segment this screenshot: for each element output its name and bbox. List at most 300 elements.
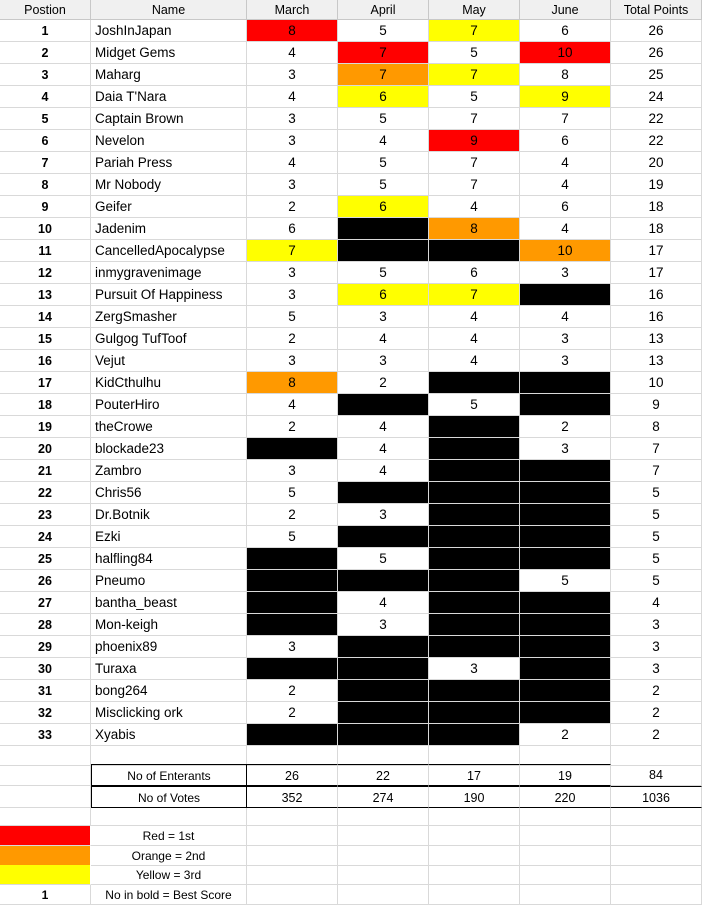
total-points-cell[interactable]: 3: [611, 614, 702, 636]
header-april[interactable]: April: [338, 0, 429, 20]
empty-cell[interactable]: [91, 808, 247, 826]
score-cell-march[interactable]: [247, 438, 338, 460]
score-cell-march[interactable]: [247, 548, 338, 570]
player-name-cell[interactable]: Midget Gems: [91, 42, 247, 64]
score-cell-march[interactable]: 4: [247, 86, 338, 108]
score-cell-may[interactable]: 5: [429, 394, 520, 416]
score-cell-april[interactable]: 3: [338, 350, 429, 372]
score-cell-april[interactable]: [338, 658, 429, 680]
empty-cell[interactable]: [429, 865, 520, 885]
score-cell-may[interactable]: 4: [429, 306, 520, 328]
score-cell-june[interactable]: 3: [520, 262, 611, 284]
empty-cell[interactable]: [429, 826, 520, 846]
score-cell-april[interactable]: 3: [338, 504, 429, 526]
position-cell[interactable]: 11: [0, 240, 91, 262]
score-cell-april[interactable]: 3: [338, 614, 429, 636]
summary-value[interactable]: 19: [520, 764, 611, 786]
total-points-cell[interactable]: 16: [611, 284, 702, 306]
score-cell-june[interactable]: [520, 526, 611, 548]
score-cell-april[interactable]: 5: [338, 152, 429, 174]
score-cell-may[interactable]: 5: [429, 86, 520, 108]
total-points-cell[interactable]: 8: [611, 416, 702, 438]
legend-bold-marker[interactable]: 1: [0, 885, 91, 905]
total-points-cell[interactable]: 18: [611, 196, 702, 218]
summary-value[interactable]: 26: [247, 764, 338, 786]
empty-cell[interactable]: [520, 744, 611, 766]
player-name-cell[interactable]: halfling84: [91, 548, 247, 570]
total-points-cell[interactable]: 9: [611, 394, 702, 416]
total-points-cell[interactable]: 5: [611, 504, 702, 526]
score-cell-march[interactable]: [247, 658, 338, 680]
player-name-cell[interactable]: Daia T'Nara: [91, 86, 247, 108]
score-cell-june[interactable]: 6: [520, 130, 611, 152]
score-cell-april[interactable]: 7: [338, 42, 429, 64]
summary-total[interactable]: 84: [611, 764, 702, 786]
score-cell-april[interactable]: 6: [338, 196, 429, 218]
player-name-cell[interactable]: Chris56: [91, 482, 247, 504]
score-cell-april[interactable]: [338, 702, 429, 724]
score-cell-april[interactable]: [338, 724, 429, 746]
player-name-cell[interactable]: bantha_beast: [91, 592, 247, 614]
empty-cell[interactable]: [611, 826, 702, 846]
empty-cell[interactable]: [247, 826, 338, 846]
player-name-cell[interactable]: bong264: [91, 680, 247, 702]
score-cell-march[interactable]: 4: [247, 42, 338, 64]
player-name-cell[interactable]: Jadenim: [91, 218, 247, 240]
score-cell-june[interactable]: [520, 504, 611, 526]
score-cell-march[interactable]: 8: [247, 20, 338, 42]
empty-cell[interactable]: [520, 808, 611, 826]
score-cell-june[interactable]: [520, 372, 611, 394]
empty-cell[interactable]: [0, 786, 91, 808]
total-points-cell[interactable]: 13: [611, 328, 702, 350]
score-cell-march[interactable]: 4: [247, 152, 338, 174]
table-row: [0, 504, 702, 526]
player-name-cell[interactable]: Misclicking ork: [91, 702, 247, 724]
score-cell-june[interactable]: [520, 482, 611, 504]
empty-cell[interactable]: [338, 826, 429, 846]
position-cell[interactable]: 24: [0, 526, 91, 548]
header-name[interactable]: Name: [91, 0, 247, 20]
total-points-cell[interactable]: 4: [611, 592, 702, 614]
position-cell[interactable]: 16: [0, 350, 91, 372]
score-cell-april[interactable]: [338, 680, 429, 702]
empty-cell[interactable]: [0, 808, 91, 826]
total-points-cell[interactable]: 26: [611, 42, 702, 64]
empty-cell[interactable]: [611, 808, 702, 826]
position-cell[interactable]: 31: [0, 680, 91, 702]
score-cell-june[interactable]: 3: [520, 328, 611, 350]
score-cell-may[interactable]: 9: [429, 130, 520, 152]
empty-cell[interactable]: [338, 865, 429, 885]
score-cell-may[interactable]: 3: [429, 658, 520, 680]
score-cell-april[interactable]: 5: [338, 548, 429, 570]
score-cell-april[interactable]: 4: [338, 460, 429, 482]
position-cell[interactable]: 18: [0, 394, 91, 416]
score-cell-june[interactable]: 7: [520, 108, 611, 130]
empty-cell[interactable]: [338, 885, 429, 905]
score-cell-march[interactable]: 2: [247, 416, 338, 438]
summary-value[interactable]: 220: [520, 786, 611, 808]
score-cell-june[interactable]: 4: [520, 218, 611, 240]
position-cell[interactable]: 14: [0, 306, 91, 328]
score-cell-may[interactable]: 4: [429, 328, 520, 350]
empty-cell[interactable]: [520, 885, 611, 905]
score-cell-june[interactable]: 6: [520, 196, 611, 218]
total-points-cell[interactable]: 19: [611, 174, 702, 196]
score-cell-april[interactable]: [338, 218, 429, 240]
player-name-cell[interactable]: Gulgog TufToof: [91, 328, 247, 350]
total-points-cell[interactable]: 22: [611, 130, 702, 152]
player-name-cell[interactable]: Maharg: [91, 64, 247, 86]
empty-cell[interactable]: [91, 744, 247, 766]
score-cell-june[interactable]: [520, 658, 611, 680]
player-name-cell[interactable]: Turaxa: [91, 658, 247, 680]
total-points-cell[interactable]: 26: [611, 20, 702, 42]
total-points-cell[interactable]: 3: [611, 636, 702, 658]
legend-label[interactable]: Orange = 2nd: [91, 846, 247, 866]
total-points-cell[interactable]: 17: [611, 262, 702, 284]
player-name-cell[interactable]: Vejut: [91, 350, 247, 372]
score-cell-april[interactable]: [338, 570, 429, 592]
empty-cell[interactable]: [611, 885, 702, 905]
score-cell-march[interactable]: 6: [247, 218, 338, 240]
position-cell[interactable]: 2: [0, 42, 91, 64]
total-points-cell[interactable]: 7: [611, 460, 702, 482]
empty-cell[interactable]: [520, 865, 611, 885]
legend-swatch[interactable]: [0, 826, 91, 846]
score-cell-march[interactable]: 5: [247, 306, 338, 328]
empty-cell[interactable]: [611, 744, 702, 766]
position-cell[interactable]: 23: [0, 504, 91, 526]
score-cell-may[interactable]: [429, 548, 520, 570]
score-cell-june[interactable]: [520, 548, 611, 570]
player-name-cell[interactable]: JoshInJapan: [91, 20, 247, 42]
player-name-cell[interactable]: Xyabis: [91, 724, 247, 746]
empty-cell[interactable]: [429, 885, 520, 905]
empty-cell[interactable]: [338, 808, 429, 826]
legend-label[interactable]: Yellow = 3rd: [91, 865, 247, 885]
empty-cell[interactable]: [429, 744, 520, 766]
player-name-cell[interactable]: phoenix89: [91, 636, 247, 658]
score-cell-may[interactable]: 8: [429, 218, 520, 240]
score-cell-march[interactable]: [247, 592, 338, 614]
player-name-cell[interactable]: Ezki: [91, 526, 247, 548]
score-cell-june[interactable]: [520, 636, 611, 658]
total-points-cell[interactable]: 20: [611, 152, 702, 174]
score-cell-june[interactable]: 5: [520, 570, 611, 592]
player-name-cell[interactable]: theCrowe: [91, 416, 247, 438]
empty-cell[interactable]: [611, 846, 702, 866]
score-cell-may[interactable]: 7: [429, 64, 520, 86]
empty-cell[interactable]: [338, 744, 429, 766]
position-cell[interactable]: 26: [0, 570, 91, 592]
empty-cell[interactable]: [429, 846, 520, 866]
score-cell-april[interactable]: [338, 526, 429, 548]
score-cell-march[interactable]: [247, 614, 338, 636]
score-cell-may[interactable]: 7: [429, 152, 520, 174]
score-cell-june[interactable]: 9: [520, 86, 611, 108]
score-cell-march[interactable]: 3: [247, 636, 338, 658]
score-cell-june[interactable]: [520, 702, 611, 724]
empty-cell[interactable]: [338, 846, 429, 866]
header-june[interactable]: June: [520, 0, 611, 20]
empty-cell[interactable]: [247, 808, 338, 826]
score-cell-may[interactable]: 7: [429, 174, 520, 196]
header-total[interactable]: Total Points: [611, 0, 702, 20]
score-cell-march[interactable]: 5: [247, 482, 338, 504]
score-cell-june[interactable]: [520, 614, 611, 636]
score-cell-june[interactable]: [520, 460, 611, 482]
summary-value[interactable]: 22: [338, 764, 429, 786]
position-cell[interactable]: 28: [0, 614, 91, 636]
player-name-cell[interactable]: Captain Brown: [91, 108, 247, 130]
legend-row: [0, 826, 702, 846]
total-points-cell[interactable]: 2: [611, 702, 702, 724]
position-cell[interactable]: 29: [0, 636, 91, 658]
score-cell-april[interactable]: 7: [338, 64, 429, 86]
player-name-cell[interactable]: Geifer: [91, 196, 247, 218]
score-cell-march[interactable]: 5: [247, 526, 338, 548]
header-position[interactable]: Postion: [0, 0, 91, 20]
legend-swatch[interactable]: [0, 865, 91, 885]
player-name-cell[interactable]: Mr Nobody: [91, 174, 247, 196]
score-cell-april[interactable]: 4: [338, 130, 429, 152]
total-points-cell[interactable]: 17: [611, 240, 702, 262]
score-cell-june[interactable]: 2: [520, 724, 611, 746]
position-cell[interactable]: 8: [0, 174, 91, 196]
score-cell-april[interactable]: 5: [338, 108, 429, 130]
header-row: [0, 0, 702, 20]
empty-cell[interactable]: [247, 846, 338, 866]
summary-label[interactable]: No of Votes: [91, 786, 247, 808]
score-cell-april[interactable]: [338, 482, 429, 504]
score-cell-may[interactable]: [429, 504, 520, 526]
header-march[interactable]: March: [247, 0, 338, 20]
score-cell-may[interactable]: [429, 438, 520, 460]
player-name-cell[interactable]: Dr.Botnik: [91, 504, 247, 526]
player-name-cell[interactable]: PouterHiro: [91, 394, 247, 416]
score-cell-march[interactable]: 2: [247, 680, 338, 702]
empty-cell[interactable]: [611, 865, 702, 885]
score-cell-june[interactable]: 6: [520, 20, 611, 42]
score-cell-may[interactable]: [429, 724, 520, 746]
score-cell-april[interactable]: 4: [338, 416, 429, 438]
score-cell-march[interactable]: [247, 724, 338, 746]
total-points-cell[interactable]: 2: [611, 680, 702, 702]
score-cell-april[interactable]: 5: [338, 20, 429, 42]
position-cell[interactable]: 4: [0, 86, 91, 108]
score-cell-june[interactable]: 4: [520, 152, 611, 174]
total-points-cell[interactable]: 16: [611, 306, 702, 328]
score-cell-april[interactable]: 6: [338, 86, 429, 108]
total-points-cell[interactable]: 10: [611, 372, 702, 394]
position-cell[interactable]: 22: [0, 482, 91, 504]
score-cell-march[interactable]: 3: [247, 284, 338, 306]
score-cell-may[interactable]: [429, 526, 520, 548]
total-points-cell[interactable]: 13: [611, 350, 702, 372]
score-cell-may[interactable]: [429, 614, 520, 636]
score-cell-may[interactable]: 4: [429, 196, 520, 218]
score-cell-june[interactable]: [520, 284, 611, 306]
position-cell[interactable]: 5: [0, 108, 91, 130]
score-cell-may[interactable]: [429, 592, 520, 614]
position-cell[interactable]: 9: [0, 196, 91, 218]
position-cell[interactable]: 1: [0, 20, 91, 42]
score-cell-april[interactable]: 4: [338, 328, 429, 350]
position-cell[interactable]: 21: [0, 460, 91, 482]
total-points-cell[interactable]: 2: [611, 724, 702, 746]
total-points-cell[interactable]: 22: [611, 108, 702, 130]
score-cell-april[interactable]: [338, 636, 429, 658]
position-cell[interactable]: 25: [0, 548, 91, 570]
empty-cell[interactable]: [0, 744, 91, 766]
score-cell-march[interactable]: [247, 570, 338, 592]
player-name-cell[interactable]: KidCthulhu: [91, 372, 247, 394]
player-name-cell[interactable]: Pursuit Of Happiness: [91, 284, 247, 306]
position-cell[interactable]: 33: [0, 724, 91, 746]
total-points-cell[interactable]: 25: [611, 64, 702, 86]
score-cell-may[interactable]: 7: [429, 20, 520, 42]
table-row: [0, 482, 702, 504]
score-cell-june[interactable]: 4: [520, 306, 611, 328]
score-cell-june[interactable]: [520, 680, 611, 702]
score-cell-march[interactable]: 3: [247, 174, 338, 196]
player-name-cell[interactable]: Zambro: [91, 460, 247, 482]
score-cell-may[interactable]: [429, 680, 520, 702]
total-points-cell[interactable]: 18: [611, 218, 702, 240]
summary-total[interactable]: 1036: [611, 786, 702, 808]
score-cell-june[interactable]: [520, 394, 611, 416]
position-cell[interactable]: 13: [0, 284, 91, 306]
position-cell[interactable]: 32: [0, 702, 91, 724]
position-cell[interactable]: 6: [0, 130, 91, 152]
empty-cell[interactable]: [520, 846, 611, 866]
score-cell-may[interactable]: 6: [429, 262, 520, 284]
summary-value[interactable]: 352: [247, 786, 338, 808]
empty-cell[interactable]: [520, 826, 611, 846]
header-may[interactable]: May: [429, 0, 520, 20]
score-cell-may[interactable]: [429, 570, 520, 592]
position-cell[interactable]: 17: [0, 372, 91, 394]
score-cell-may[interactable]: 4: [429, 350, 520, 372]
position-cell[interactable]: 12: [0, 262, 91, 284]
score-cell-may[interactable]: 7: [429, 108, 520, 130]
total-points-cell[interactable]: 5: [611, 526, 702, 548]
player-name-cell[interactable]: Pneumo: [91, 570, 247, 592]
score-cell-may[interactable]: [429, 460, 520, 482]
position-cell[interactable]: 20: [0, 438, 91, 460]
empty-cell[interactable]: [0, 764, 91, 786]
score-cell-march[interactable]: 3: [247, 130, 338, 152]
player-name-cell[interactable]: CancelledApocalypse: [91, 240, 247, 262]
summary-value[interactable]: 274: [338, 786, 429, 808]
score-cell-june[interactable]: 10: [520, 42, 611, 64]
player-name-cell[interactable]: inmygravenimage: [91, 262, 247, 284]
score-cell-march[interactable]: 3: [247, 350, 338, 372]
score-cell-may[interactable]: [429, 372, 520, 394]
score-cell-may[interactable]: [429, 416, 520, 438]
position-cell[interactable]: 30: [0, 658, 91, 680]
summary-value[interactable]: 190: [429, 786, 520, 808]
position-cell[interactable]: 10: [0, 218, 91, 240]
empty-cell[interactable]: [429, 808, 520, 826]
score-cell-april[interactable]: [338, 394, 429, 416]
position-cell[interactable]: 3: [0, 64, 91, 86]
score-cell-march[interactable]: 8: [247, 372, 338, 394]
score-cell-june[interactable]: 3: [520, 350, 611, 372]
score-cell-march[interactable]: 2: [247, 328, 338, 350]
score-cell-april[interactable]: [338, 240, 429, 262]
score-cell-march[interactable]: 2: [247, 196, 338, 218]
legend-label[interactable]: No in bold = Best Score: [91, 885, 247, 905]
player-name-cell[interactable]: Pariah Press: [91, 152, 247, 174]
score-cell-may[interactable]: [429, 702, 520, 724]
score-cell-march[interactable]: 7: [247, 240, 338, 262]
player-name-cell[interactable]: blockade23: [91, 438, 247, 460]
empty-cell[interactable]: [247, 744, 338, 766]
score-cell-may[interactable]: [429, 482, 520, 504]
score-cell-june[interactable]: 8: [520, 64, 611, 86]
table-row: [0, 350, 702, 372]
empty-cell[interactable]: [247, 865, 338, 885]
score-cell-june[interactable]: 10: [520, 240, 611, 262]
player-name-cell[interactable]: Nevelon: [91, 130, 247, 152]
score-cell-april[interactable]: 6: [338, 284, 429, 306]
score-cell-may[interactable]: 5: [429, 42, 520, 64]
player-name-cell[interactable]: ZergSmasher: [91, 306, 247, 328]
score-cell-april[interactable]: 2: [338, 372, 429, 394]
score-cell-june[interactable]: [520, 592, 611, 614]
score-cell-march[interactable]: 3: [247, 108, 338, 130]
score-cell-march[interactable]: 2: [247, 702, 338, 724]
player-name-cell[interactable]: Mon-keigh: [91, 614, 247, 636]
score-cell-march[interactable]: 3: [247, 64, 338, 86]
score-cell-may[interactable]: 7: [429, 284, 520, 306]
summary-label[interactable]: No of Enterants: [91, 764, 247, 786]
position-cell[interactable]: 27: [0, 592, 91, 614]
empty-cell[interactable]: [247, 885, 338, 905]
legend-label[interactable]: Red = 1st: [91, 826, 247, 846]
score-cell-march[interactable]: 2: [247, 504, 338, 526]
position-cell[interactable]: 19: [0, 416, 91, 438]
score-cell-may[interactable]: [429, 636, 520, 658]
score-cell-april[interactable]: 5: [338, 262, 429, 284]
score-cell-march[interactable]: 4: [247, 394, 338, 416]
total-points-cell[interactable]: 3: [611, 658, 702, 680]
summary-value[interactable]: 17: [429, 764, 520, 786]
total-points-cell[interactable]: 5: [611, 482, 702, 504]
score-cell-june[interactable]: 3: [520, 438, 611, 460]
legend-swatch[interactable]: [0, 846, 91, 866]
score-cell-may[interactable]: [429, 240, 520, 262]
score-cell-april[interactable]: 3: [338, 306, 429, 328]
position-cell[interactable]: 7: [0, 152, 91, 174]
total-points-cell[interactable]: 5: [611, 570, 702, 592]
score-cell-april[interactable]: 4: [338, 592, 429, 614]
score-cell-june[interactable]: 4: [520, 174, 611, 196]
score-cell-june[interactable]: 2: [520, 416, 611, 438]
table-row: [0, 174, 702, 196]
total-points-cell[interactable]: 5: [611, 548, 702, 570]
score-cell-april[interactable]: 5: [338, 174, 429, 196]
total-points-cell[interactable]: 24: [611, 86, 702, 108]
score-cell-april[interactable]: 4: [338, 438, 429, 460]
total-points-cell[interactable]: 7: [611, 438, 702, 460]
position-cell[interactable]: 15: [0, 328, 91, 350]
score-cell-march[interactable]: 3: [247, 262, 338, 284]
score-cell-march[interactable]: 3: [247, 460, 338, 482]
